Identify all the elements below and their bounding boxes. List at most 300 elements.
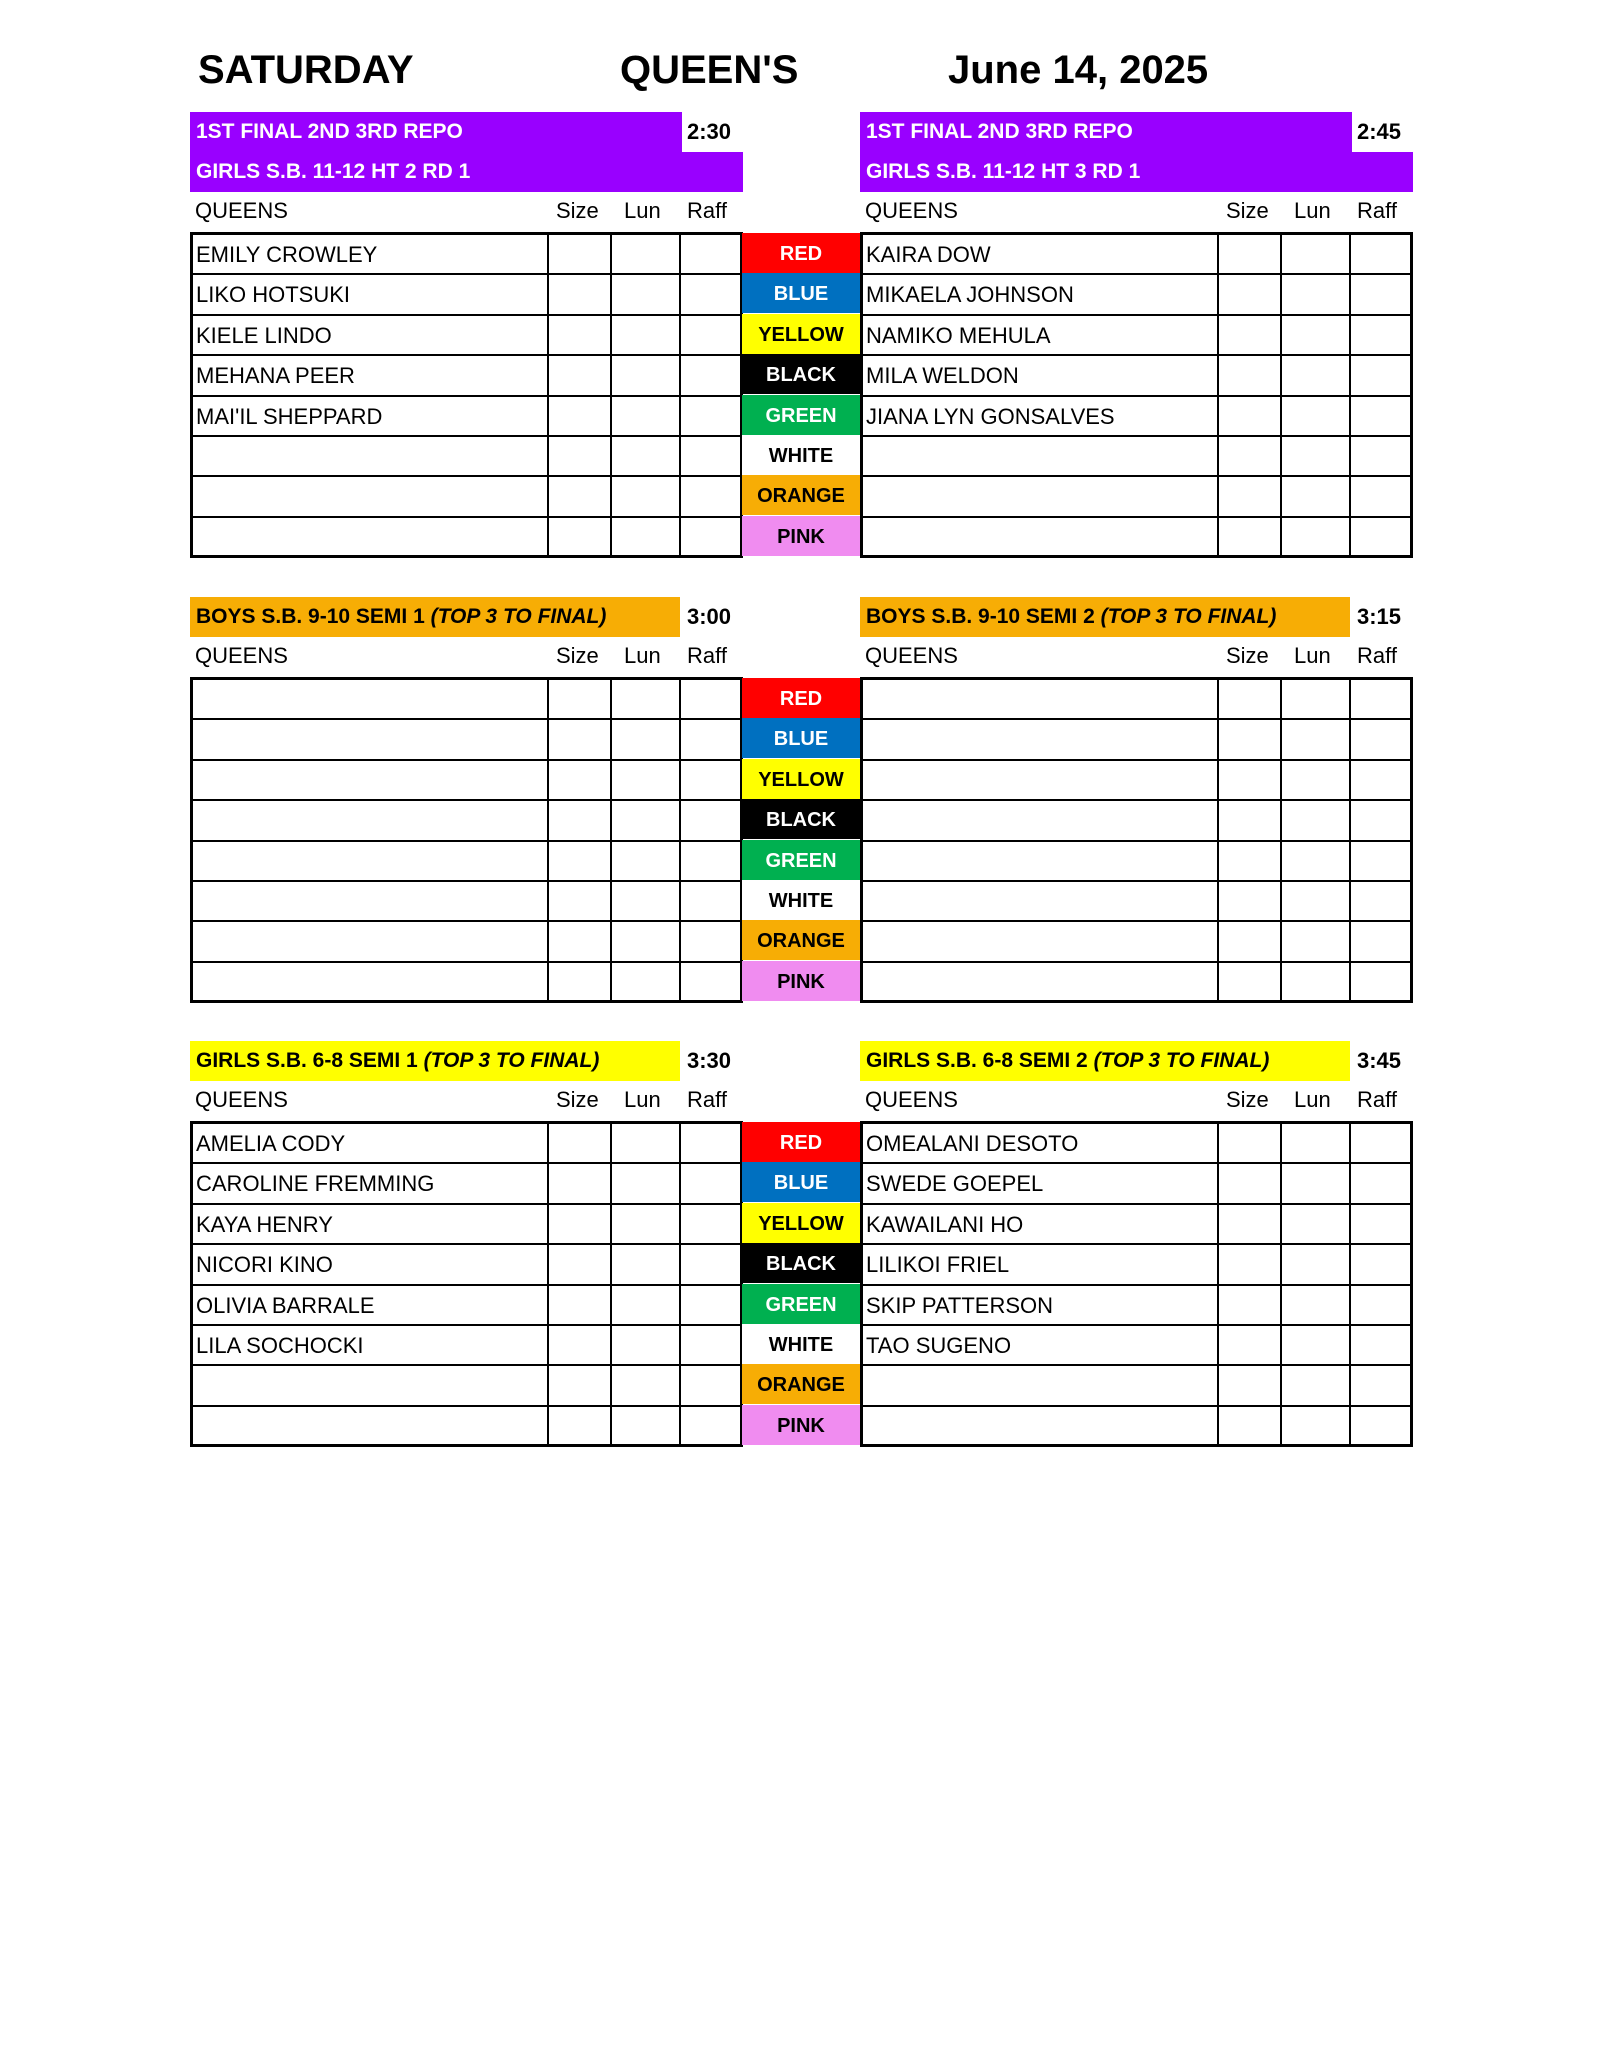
- size-cell[interactable]: [549, 801, 612, 839]
- size-cell[interactable]: [549, 922, 612, 960]
- surfer-name: MEHANA PEER: [193, 356, 549, 394]
- lane-color-orange: ORANGE: [742, 920, 860, 960]
- size-cell[interactable]: [1219, 1407, 1282, 1447]
- size-cell[interactable]: [549, 1164, 612, 1202]
- table-row: [863, 882, 1410, 922]
- table-row: [193, 720, 740, 760]
- size-cell[interactable]: [1219, 1286, 1282, 1324]
- size-cell[interactable]: [1219, 437, 1282, 475]
- surfer-name: LIKO HOTSUKI: [193, 275, 549, 313]
- surfer-name: [193, 963, 549, 1003]
- surfer-name: KAIRA DOW: [863, 235, 1219, 273]
- table-row: [193, 1286, 740, 1326]
- table-row: [863, 1245, 1410, 1285]
- raff-cell[interactable]: [681, 1124, 740, 1162]
- size-cell[interactable]: [549, 1286, 612, 1324]
- surfer-name: [863, 1366, 1219, 1404]
- table-row: [193, 437, 740, 477]
- surfer-name: OMEALANI DESOTO: [863, 1124, 1219, 1162]
- header-venue: QUEEN'S: [620, 48, 799, 92]
- table-row: [863, 275, 1410, 315]
- lun-cell[interactable]: [612, 356, 681, 394]
- raff-cell[interactable]: [1351, 356, 1410, 394]
- lane-color-pink: PINK: [742, 516, 860, 556]
- column-header-lun: Lun: [1294, 643, 1331, 668]
- surfer-name: TAO SUGENO: [863, 1326, 1219, 1364]
- heat-table: [190, 677, 743, 1003]
- surfer-name: [863, 922, 1219, 960]
- raff-cell[interactable]: [1351, 761, 1410, 799]
- raff-cell[interactable]: [1351, 235, 1410, 273]
- table-row: [863, 963, 1410, 1003]
- size-cell[interactable]: [1219, 882, 1282, 920]
- surfer-name: KIELE LINDO: [193, 316, 549, 354]
- size-cell[interactable]: [549, 963, 612, 1003]
- raff-cell[interactable]: [1351, 963, 1410, 1003]
- table-row: [193, 518, 740, 558]
- size-cell[interactable]: [1219, 1326, 1282, 1364]
- lun-cell[interactable]: [612, 235, 681, 273]
- lun-cell[interactable]: [1282, 356, 1351, 394]
- size-cell[interactable]: [1219, 963, 1282, 1003]
- size-cell[interactable]: [549, 882, 612, 920]
- heat-title: 1ST FINAL 2ND 3RD REPO: [196, 120, 463, 143]
- lane-color-black: BLACK: [742, 1243, 860, 1283]
- lane-color-black: BLACK: [742, 354, 860, 394]
- raff-cell[interactable]: [681, 1407, 740, 1447]
- size-cell[interactable]: [1219, 720, 1282, 758]
- surfer-name: [193, 761, 549, 799]
- size-cell[interactable]: [1219, 1366, 1282, 1404]
- raff-cell[interactable]: [681, 1205, 740, 1243]
- heat-table: [860, 232, 1413, 558]
- surfer-name: [193, 720, 549, 758]
- column-header-lun: Lun: [1294, 1087, 1331, 1112]
- table-row: [193, 1164, 740, 1204]
- lun-cell[interactable]: [1282, 1164, 1351, 1202]
- lane-color-red: RED: [742, 678, 860, 718]
- column-header-raff: Raff: [1357, 1087, 1397, 1112]
- heat-title: BOYS S.B. 9-10 SEMI 1: [196, 605, 425, 628]
- heat-time: 3:45: [1357, 1048, 1402, 1073]
- surfer-name: CAROLINE FREMMING: [193, 1164, 549, 1202]
- column-header-queens: QUEENS: [195, 198, 288, 223]
- raff-cell[interactable]: [1351, 275, 1410, 313]
- size-cell[interactable]: [1219, 922, 1282, 960]
- raff-cell[interactable]: [1351, 842, 1410, 880]
- surfer-name: NICORI KINO: [193, 1245, 549, 1283]
- surfer-name: [863, 518, 1219, 558]
- size-cell[interactable]: [1219, 761, 1282, 799]
- table-row: [863, 477, 1410, 517]
- surfer-name: [863, 680, 1219, 718]
- column-header-size: Size: [556, 1087, 599, 1112]
- size-cell[interactable]: [1219, 275, 1282, 313]
- raff-cell[interactable]: [681, 882, 740, 920]
- surfer-name: [863, 761, 1219, 799]
- surfer-name: MIKAELA JOHNSON: [863, 275, 1219, 313]
- raff-cell[interactable]: [681, 477, 740, 515]
- surfer-name: [193, 801, 549, 839]
- size-cell[interactable]: [1219, 1124, 1282, 1162]
- raff-cell[interactable]: [1351, 1164, 1410, 1202]
- lun-cell[interactable]: [612, 882, 681, 920]
- heat-subtitle: (TOP 3 TO FINAL): [430, 605, 607, 628]
- lun-cell[interactable]: [1282, 842, 1351, 880]
- raff-cell[interactable]: [681, 1326, 740, 1364]
- lun-cell[interactable]: [1282, 801, 1351, 839]
- size-cell[interactable]: [1219, 518, 1282, 558]
- surfer-name: [193, 1366, 549, 1404]
- size-cell[interactable]: [549, 761, 612, 799]
- size-cell[interactable]: [1219, 842, 1282, 880]
- lane-color-pink: PINK: [742, 961, 860, 1001]
- column-header-size: Size: [556, 643, 599, 668]
- raff-cell[interactable]: [1351, 1326, 1410, 1364]
- heat-event-bar: GIRLS S.B. 11-12 HT 2 RD 1: [190, 152, 743, 192]
- column-header-size: Size: [1226, 1087, 1269, 1112]
- heat-event-bar: GIRLS S.B. 11-12 HT 3 RD 1: [860, 152, 1413, 192]
- size-cell[interactable]: [1219, 235, 1282, 273]
- lun-cell[interactable]: [1282, 1245, 1351, 1283]
- lane-color-white: WHITE: [742, 435, 860, 475]
- size-cell[interactable]: [549, 356, 612, 394]
- raff-cell[interactable]: [681, 1366, 740, 1404]
- lun-cell[interactable]: [612, 316, 681, 354]
- column-header-raff: Raff: [1357, 198, 1397, 223]
- lun-cell[interactable]: [1282, 1286, 1351, 1324]
- heat-title-bar: [190, 112, 682, 152]
- surfer-name: [193, 1407, 549, 1447]
- raff-cell[interactable]: [1351, 518, 1410, 558]
- surfer-name: LILIKOI FRIEL: [863, 1245, 1219, 1283]
- raff-cell[interactable]: [1351, 882, 1410, 920]
- lun-cell[interactable]: [612, 437, 681, 475]
- heat-subtitle: (TOP 3 TO FINAL): [1093, 1049, 1270, 1072]
- size-cell[interactable]: [1219, 801, 1282, 839]
- lun-cell[interactable]: [612, 1124, 681, 1162]
- heat-subtitle: (TOP 3 TO FINAL): [423, 1049, 600, 1072]
- lane-color-yellow: YELLOW: [742, 1203, 860, 1243]
- lun-cell[interactable]: [1282, 477, 1351, 515]
- raff-cell[interactable]: [1351, 1366, 1410, 1404]
- raff-cell[interactable]: [1351, 1407, 1410, 1447]
- surfer-name: SWEDE GOEPEL: [863, 1164, 1219, 1202]
- table-row: [863, 518, 1410, 558]
- lun-cell[interactable]: [1282, 720, 1351, 758]
- column-header-raff: Raff: [687, 643, 727, 668]
- surfer-name: [193, 680, 549, 718]
- lane-color-red: RED: [742, 233, 860, 273]
- lun-cell[interactable]: [1282, 275, 1351, 313]
- heat-title: GIRLS S.B. 6-8 SEMI 1: [196, 1049, 418, 1072]
- lun-cell[interactable]: [612, 1205, 681, 1243]
- raff-cell[interactable]: [681, 842, 740, 880]
- lun-cell[interactable]: [1282, 963, 1351, 1003]
- surfer-name: [193, 842, 549, 880]
- table-row: [863, 801, 1410, 841]
- size-cell[interactable]: [1219, 1164, 1282, 1202]
- surfer-name: SKIP PATTERSON: [863, 1286, 1219, 1324]
- lane-color-white: WHITE: [742, 880, 860, 920]
- column-header-lun: Lun: [624, 643, 661, 668]
- lun-cell[interactable]: [612, 518, 681, 558]
- table-row: [863, 1286, 1410, 1326]
- table-row: [863, 680, 1410, 720]
- raff-cell[interactable]: [1351, 801, 1410, 839]
- surfer-name: [863, 477, 1219, 515]
- lun-cell[interactable]: [1282, 922, 1351, 960]
- table-row: [193, 356, 740, 396]
- raff-cell[interactable]: [681, 316, 740, 354]
- surfer-name: KAWAILANI HO: [863, 1205, 1219, 1243]
- raff-cell[interactable]: [1351, 720, 1410, 758]
- size-cell[interactable]: [549, 1407, 612, 1447]
- size-cell[interactable]: [549, 720, 612, 758]
- heat-time: 2:45: [1357, 119, 1402, 144]
- size-cell[interactable]: [549, 397, 612, 435]
- table-row: [193, 316, 740, 356]
- lane-color-blue: BLUE: [742, 1162, 860, 1202]
- size-cell[interactable]: [1219, 316, 1282, 354]
- raff-cell[interactable]: [681, 922, 740, 960]
- lane-color-pink: PINK: [742, 1405, 860, 1445]
- table-row: [863, 842, 1410, 882]
- lun-cell[interactable]: [612, 963, 681, 1003]
- surfer-name: OLIVIA BARRALE: [193, 1286, 549, 1324]
- heat-subtitle: (TOP 3 TO FINAL): [1100, 605, 1277, 628]
- column-header-queens: QUEENS: [195, 643, 288, 668]
- raff-cell[interactable]: [1351, 437, 1410, 475]
- surfer-name: EMILY CROWLEY: [193, 235, 549, 273]
- column-header-queens: QUEENS: [195, 1087, 288, 1112]
- raff-cell[interactable]: [681, 761, 740, 799]
- surfer-name: [193, 922, 549, 960]
- table-row: [863, 397, 1410, 437]
- column-header-lun: Lun: [624, 198, 661, 223]
- table-row: [863, 356, 1410, 396]
- heat-title-bar: [860, 112, 1352, 152]
- lun-cell[interactable]: [1282, 761, 1351, 799]
- lun-cell[interactable]: [612, 922, 681, 960]
- surfer-name: [863, 720, 1219, 758]
- lun-cell[interactable]: [612, 680, 681, 718]
- column-header-lun: Lun: [1294, 198, 1331, 223]
- raff-cell[interactable]: [1351, 316, 1410, 354]
- size-cell[interactable]: [549, 437, 612, 475]
- lun-cell[interactable]: [612, 801, 681, 839]
- table-row: [193, 1205, 740, 1245]
- surfer-name: [193, 437, 549, 475]
- lun-cell[interactable]: [612, 1286, 681, 1324]
- lun-cell[interactable]: [1282, 882, 1351, 920]
- header-date: June 14, 2025: [948, 48, 1209, 92]
- lun-cell[interactable]: [612, 1407, 681, 1447]
- raff-cell[interactable]: [1351, 1245, 1410, 1283]
- raff-cell[interactable]: [1351, 1124, 1410, 1162]
- raff-cell[interactable]: [681, 680, 740, 718]
- raff-cell[interactable]: [681, 720, 740, 758]
- lane-color-orange: ORANGE: [742, 1364, 860, 1404]
- size-cell[interactable]: [1219, 477, 1282, 515]
- lun-cell[interactable]: [1282, 680, 1351, 718]
- lane-color-blue: BLUE: [742, 718, 860, 758]
- lun-cell[interactable]: [1282, 437, 1351, 475]
- heat-time: 2:30: [687, 119, 732, 144]
- column-header-raff: Raff: [687, 1087, 727, 1112]
- raff-cell[interactable]: [681, 235, 740, 273]
- size-cell[interactable]: [1219, 356, 1282, 394]
- table-row: [863, 1205, 1410, 1245]
- size-cell[interactable]: [549, 680, 612, 718]
- lane-color-white: WHITE: [742, 1324, 860, 1364]
- raff-cell[interactable]: [1351, 397, 1410, 435]
- raff-cell[interactable]: [1351, 1205, 1410, 1243]
- lun-cell[interactable]: [1282, 518, 1351, 558]
- column-header-raff: Raff: [1357, 643, 1397, 668]
- lun-cell[interactable]: [612, 842, 681, 880]
- lun-cell[interactable]: [1282, 1366, 1351, 1404]
- table-row: [863, 1164, 1410, 1204]
- table-row: [193, 922, 740, 962]
- column-header-queens: QUEENS: [865, 198, 958, 223]
- lane-color-green: GREEN: [742, 840, 860, 880]
- heat-table: [860, 677, 1413, 1003]
- page-header: [0, 48, 1600, 98]
- lane-color-yellow: YELLOW: [742, 759, 860, 799]
- heat-table: [860, 1121, 1413, 1447]
- size-cell[interactable]: [549, 1205, 612, 1243]
- raff-cell[interactable]: [681, 356, 740, 394]
- lun-cell[interactable]: [612, 477, 681, 515]
- table-row: [193, 1326, 740, 1366]
- raff-cell[interactable]: [681, 397, 740, 435]
- surfer-name: [863, 963, 1219, 1003]
- table-row: [863, 922, 1410, 962]
- size-cell[interactable]: [549, 1366, 612, 1404]
- size-cell[interactable]: [549, 1326, 612, 1364]
- size-cell[interactable]: [549, 518, 612, 558]
- table-row: [193, 477, 740, 517]
- size-cell[interactable]: [1219, 1205, 1282, 1243]
- surfer-name: [193, 518, 549, 558]
- size-cell[interactable]: [549, 316, 612, 354]
- raff-cell[interactable]: [1351, 680, 1410, 718]
- raff-cell[interactable]: [681, 1245, 740, 1283]
- heat-time: 3:00: [687, 604, 732, 629]
- lun-cell[interactable]: [612, 1366, 681, 1404]
- raff-cell[interactable]: [681, 275, 740, 313]
- lun-cell[interactable]: [1282, 1205, 1351, 1243]
- table-row: [193, 1407, 740, 1447]
- surfer-name: MILA WELDON: [863, 356, 1219, 394]
- lun-cell[interactable]: [612, 1164, 681, 1202]
- column-header-size: Size: [1226, 643, 1269, 668]
- lun-cell[interactable]: [1282, 1407, 1351, 1447]
- lun-cell[interactable]: [1282, 316, 1351, 354]
- heat-table: [190, 232, 743, 558]
- table-row: [193, 801, 740, 841]
- surfer-name: [863, 1407, 1219, 1447]
- table-row: [193, 275, 740, 315]
- raff-cell[interactable]: [681, 518, 740, 558]
- table-row: [193, 1124, 740, 1164]
- table-row: [193, 882, 740, 922]
- table-row: [863, 1407, 1410, 1447]
- size-cell[interactable]: [549, 275, 612, 313]
- heat-title-bar: [190, 597, 680, 637]
- table-row: [193, 1366, 740, 1406]
- lun-cell[interactable]: [1282, 235, 1351, 273]
- raff-cell[interactable]: [681, 801, 740, 839]
- size-cell[interactable]: [549, 842, 612, 880]
- column-header-queens: QUEENS: [865, 643, 958, 668]
- lane-color-green: GREEN: [742, 1284, 860, 1324]
- raff-cell[interactable]: [1351, 922, 1410, 960]
- lun-cell[interactable]: [612, 720, 681, 758]
- surfer-name: MAI'IL SHEPPARD: [193, 397, 549, 435]
- surfer-name: JIANA LYN GONSALVES: [863, 397, 1219, 435]
- size-cell[interactable]: [1219, 680, 1282, 718]
- lun-cell[interactable]: [1282, 1124, 1351, 1162]
- table-row: [863, 316, 1410, 356]
- column-header-raff: Raff: [687, 198, 727, 223]
- lane-color-orange: ORANGE: [742, 475, 860, 515]
- heat-title: BOYS S.B. 9-10 SEMI 2: [866, 605, 1095, 628]
- size-cell[interactable]: [549, 1245, 612, 1283]
- surfer-name: LILA SOCHOCKI: [193, 1326, 549, 1364]
- raff-cell[interactable]: [1351, 1286, 1410, 1324]
- surfer-name: [863, 882, 1219, 920]
- column-header-lun: Lun: [624, 1087, 661, 1112]
- table-row: [193, 1245, 740, 1285]
- lun-cell[interactable]: [612, 397, 681, 435]
- lun-cell[interactable]: [612, 1245, 681, 1283]
- lun-cell[interactable]: [1282, 397, 1351, 435]
- lun-cell[interactable]: [612, 275, 681, 313]
- heat-table: [190, 1121, 743, 1447]
- surfer-name: [193, 882, 549, 920]
- size-cell[interactable]: [1219, 397, 1282, 435]
- column-header-size: Size: [1226, 198, 1269, 223]
- raff-cell[interactable]: [681, 963, 740, 1003]
- surfer-name: [863, 842, 1219, 880]
- size-cell[interactable]: [549, 1124, 612, 1162]
- raff-cell[interactable]: [1351, 477, 1410, 515]
- surfer-name: [193, 477, 549, 515]
- table-row: [193, 963, 740, 1003]
- table-row: [863, 1366, 1410, 1406]
- lun-cell[interactable]: [1282, 1326, 1351, 1364]
- table-row: [193, 680, 740, 720]
- table-row: [193, 842, 740, 882]
- size-cell[interactable]: [549, 477, 612, 515]
- table-row: [863, 235, 1410, 275]
- lane-color-blue: BLUE: [742, 273, 860, 313]
- raff-cell[interactable]: [681, 1286, 740, 1324]
- raff-cell[interactable]: [681, 1164, 740, 1202]
- lun-cell[interactable]: [612, 1326, 681, 1364]
- size-cell[interactable]: [549, 235, 612, 273]
- surfer-name: KAYA HENRY: [193, 1205, 549, 1243]
- raff-cell[interactable]: [681, 437, 740, 475]
- lun-cell[interactable]: [612, 761, 681, 799]
- table-row: [193, 235, 740, 275]
- size-cell[interactable]: [1219, 1245, 1282, 1283]
- table-row: [863, 437, 1410, 477]
- lane-color-yellow: YELLOW: [742, 314, 860, 354]
- heat-title-bar: [860, 597, 1350, 637]
